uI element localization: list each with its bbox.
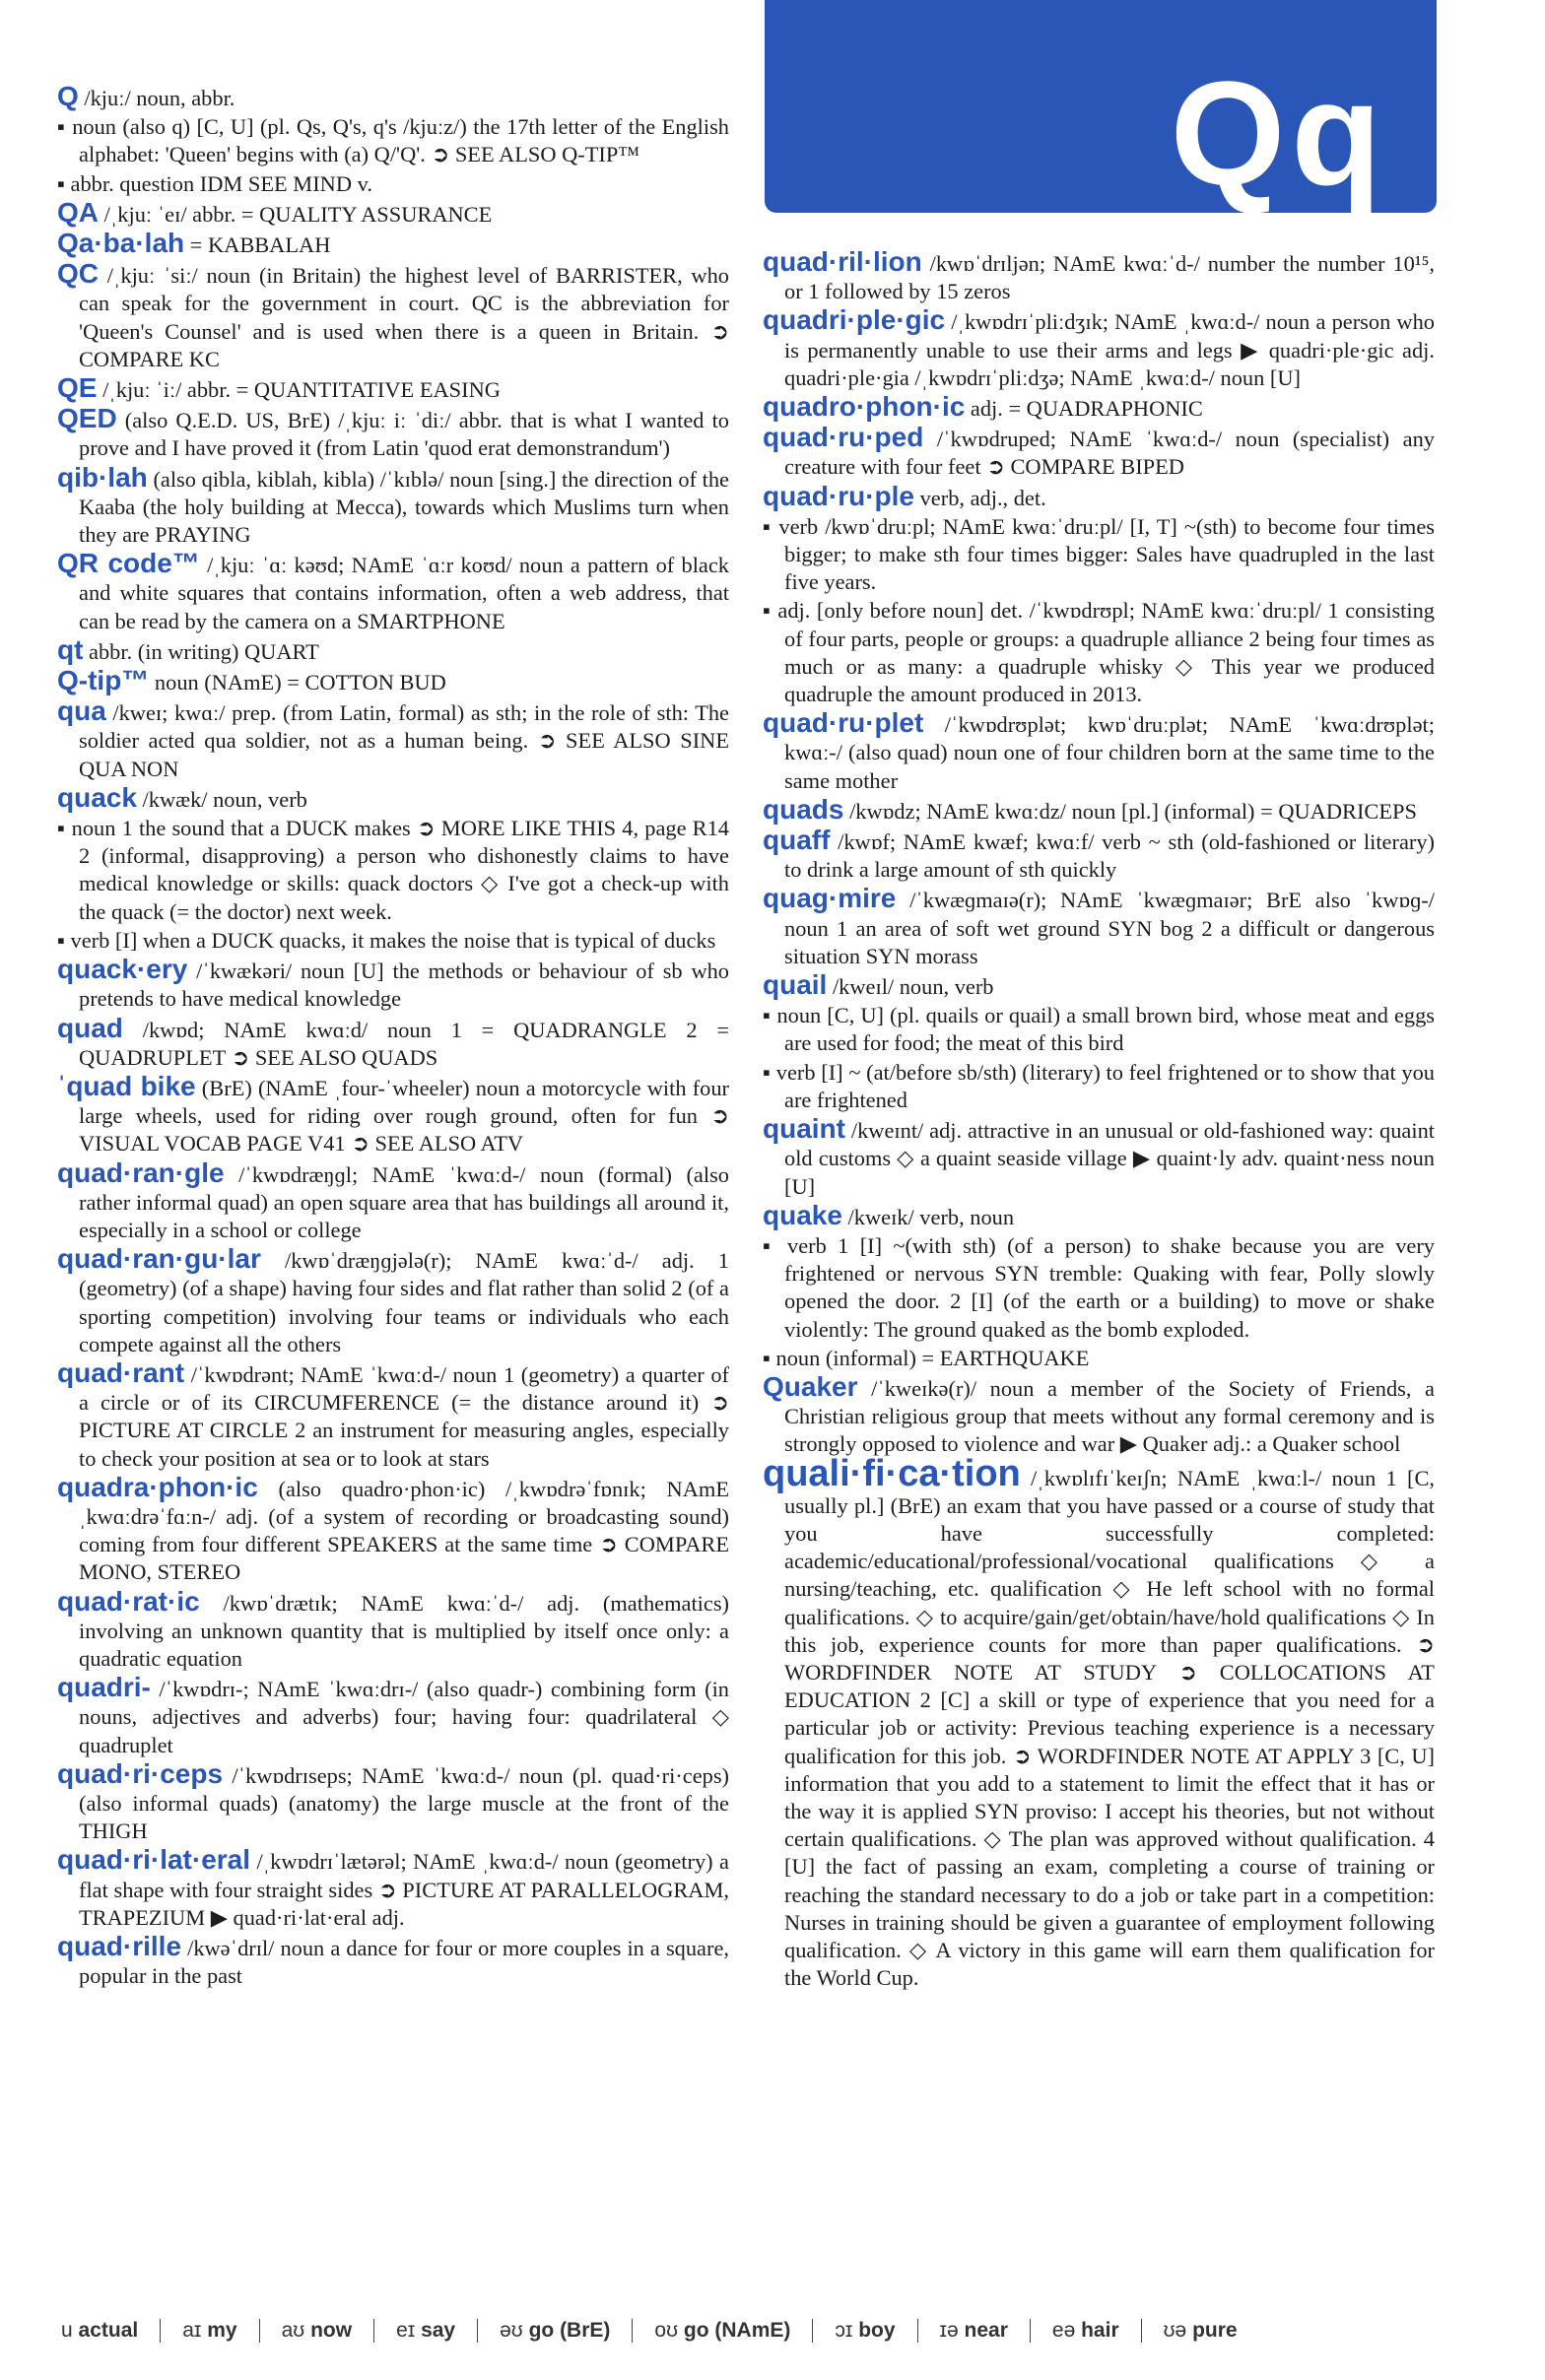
- dictionary-sense: [57, 113, 729, 168]
- entry-definition: /kweɪnt/ adj. attractive in an unusual or old-fashioned way: quaint old customs ◇ a quaint seaside village ▶ quaint·ly adv. quaint·ness noun [U]: [784, 1118, 1435, 1199]
- entry-definition: abbr. (in writing) QUART: [89, 638, 319, 664]
- headword: quad·ru·ped: [763, 422, 924, 453]
- headword: quad·ri·lat·eral: [57, 1844, 251, 1876]
- pronunciation-key-item: [161, 2319, 259, 2343]
- entry-definition: /ˈkwækəri/ noun [U] the methods or behaviour of sb who pretends to have medical knowledge: [79, 959, 730, 1012]
- dictionary-entry: [57, 956, 729, 1013]
- dictionary-sense: [763, 597, 1435, 708]
- example-word: actual: [78, 2319, 139, 2342]
- dictionary-entry: [57, 633, 729, 666]
- entry-definition: /ˌkwɒdrɪˈlætərəl; NAmE ˌkwɑːd-/ noun (geometry) a flat shape with four straight sides ➲ PICTURE AT PARALLELOGRAM, TRAPEZIUM ▶ quad·ri·lat·eral adj.: [79, 1849, 729, 1930]
- headword: quad·ri·ceps: [57, 1757, 224, 1789]
- headword: quad·ran·gu·lar: [57, 1243, 261, 1275]
- entry-definition: ▪ verb 1 [I] ~(with sth) (of a person) to shake because you are very frightened or nervous SYN tremble: Quaking with fear, Polly slowly opened the door. 2 [I] (of the earth or a building) to move or shake violently: The ground quaked as the bomb exploded.: [763, 1232, 1435, 1342]
- dictionary-entry: [57, 260, 729, 373]
- dictionary-entry: [763, 480, 1435, 512]
- dictionary-entry: [57, 1846, 729, 1932]
- entry-definition: /ˌkwɒdrɪˈpliːdʒɪk; NAmE ˌkwɑːd-/ noun a person who is permanently unable to use their arms and legs ▶ quadri·ple·gic adj. quadri·ple·gia /ˌkwɒdrɪˈpliːdʒə; NAmE ˌkwɑːd-/ noun [U]: [784, 309, 1435, 390]
- headword: quaff: [763, 825, 831, 856]
- headword: quads: [763, 793, 844, 825]
- dictionary-entry: [57, 1757, 729, 1846]
- pronunciation-key-item: [478, 2319, 633, 2343]
- headword: quadra·phon·ic: [57, 1471, 258, 1502]
- headword: quag·mire: [763, 883, 897, 914]
- phonetic-symbol: ɔɪ: [835, 2319, 853, 2342]
- dictionary-entry: [763, 971, 1435, 1001]
- dictionary-entry: [763, 306, 1435, 392]
- headword: quad·ru·plet: [763, 707, 924, 739]
- dictionary-entry: [57, 196, 729, 229]
- headword: quadri·ple·gic: [763, 304, 946, 336]
- phonetic-symbol: eɪ: [396, 2319, 416, 2342]
- headword: Qa·ba·lah: [57, 228, 185, 259]
- entry-definition: ▪ verb /kwɒˈdruːpl; NAmE kwɑːˈdruːpl/ [I, T] ~(sth) to become four times bigger; to make sth four times bigger: Sales have quadrupled in the last five years.: [763, 513, 1435, 595]
- dictionary-sense: [763, 1345, 1435, 1372]
- entry-definition: /kweɪl/ noun, verb: [832, 974, 994, 1000]
- dictionary-entry: [57, 461, 729, 550]
- entry-definition: noun (NAmE) = COTTON BUD: [154, 670, 446, 695]
- entry-definition: /kweɪ; kwɑː/ prep. (from Latin, formal) as sth; in the role of sth: The soldier acted qua soldier, not as a human being. ➲ SEE ALSO SINE QUA NON: [79, 700, 729, 781]
- entry-definition: (also Q.E.D. US, BrE) /ˌkjuː iː ˈdiː/ abbr. that is what I wanted to prove and I have proved it (from Latin 'quod erat demonstrandum'): [79, 408, 729, 461]
- dictionary-entry: [57, 1159, 729, 1245]
- example-word: hair: [1081, 2319, 1119, 2342]
- headword: ˈquad bike: [57, 1070, 196, 1101]
- headword: qua: [57, 695, 106, 727]
- headword: quaint: [763, 1113, 845, 1145]
- entry-definition: /kwəˈdrɪl/ noun a dance for four or more couples in a square, popular in the past: [79, 1936, 729, 1989]
- entry-definition: /ˈkwɒdrɪseps; NAmE ˈkwɑːd-/ noun (pl. quad·ri·ceps) (also informal quads) (anatomy) the large muscle at the front of the THIGH: [79, 1762, 729, 1844]
- phonetic-symbol: u: [61, 2319, 73, 2342]
- dictionary-sense: [763, 1059, 1435, 1114]
- entry-definition: verb, adj., det.: [919, 485, 1046, 510]
- pronunciation-key-item: [1031, 2319, 1142, 2343]
- dictionary-entry: [57, 1674, 729, 1759]
- dictionary-entry: [57, 781, 729, 814]
- entry-definition: /kwæk/ noun, verb: [142, 786, 307, 812]
- headword: quad·ru·ple: [763, 480, 914, 511]
- headword: QA: [57, 196, 99, 228]
- entry-definition: /ˈkwɒdrʊplət; kwɒˈdruːplət; NAmE ˈkwɑːdrʊplət; kwɑː-/ (also quad) noun one of four children born at the same time to the same mother: [784, 712, 1435, 793]
- banner-letters: Qq: [1170, 50, 1387, 216]
- dictionary-entry: [57, 1070, 730, 1158]
- headword: quail: [763, 969, 828, 1001]
- dictionary-entry: [57, 230, 729, 259]
- dictionary-entry: [763, 709, 1435, 795]
- example-word: go (NAmE): [683, 2319, 791, 2342]
- dictionary-entry: [763, 1199, 1435, 1231]
- pronunciation-key-item: [813, 2319, 917, 2343]
- entry-definition: ▪ noun [C, U] (pl. quails or quail) a small brown bird, whose meat and eggs are used for food; the meat of this bird: [763, 1003, 1435, 1056]
- headword: quad·ran·gle: [57, 1157, 225, 1188]
- dictionary-entry: [763, 1370, 1435, 1459]
- entry-definition: ▪ adj. [only before noun] det. /ˈkwɒdrʊpl; NAmE kwɑːˈdruːpl/ 1 consisting of four parts, people or groups: a quadruple alliance 2 being four times as much or as many: a quadruple whisky ◇ This year we produced quadruple the amount produced in 2013.: [763, 598, 1435, 707]
- entry-definition: (also quadro·phon·ic) /ˌkwɒdrəˈfɒnɪk; NAmE ˌkwɑːdrəˈfɑːn-/ adj. (of a system of recording or broadcasting sound) coming from four different SPEAKERS at the same time ➲ COMPARE MONO, STEREO: [79, 1476, 729, 1585]
- entry-definition: adj. = QUADRAPHONIC: [970, 396, 1203, 422]
- dictionary-entry: [57, 1245, 729, 1358]
- entry-definition: /kwɒd; NAmE kwɑːd/ noun 1 = QUADRANGLE 2 = QUADRUPLET ➲ SEE ALSO QUADS: [79, 1017, 729, 1070]
- headword: quad·ril·lion: [763, 246, 922, 277]
- dictionary-sense: [763, 1002, 1435, 1057]
- headword: QE: [57, 372, 98, 404]
- entry-definition: /ˈkweɪkə(r)/ noun a member of the Society of Friends, a Christian religious group that meets without any formal ceremony and is strongly opposed to violence and war ▶ Quaker adj.: a Quaker school: [784, 1375, 1435, 1457]
- dictionary-entry: [57, 1356, 729, 1473]
- phonetic-symbol: eə: [1051, 2319, 1076, 2342]
- entry-definition: /kwɒˈdrætɪk; NAmE kwɑːˈd-/ adj. (mathematics) involving an unknown quantity that is multiplied by itself once only: a quadratic equation: [79, 1590, 729, 1671]
- phonetic-symbol: oʊ: [654, 2319, 679, 2342]
- entry-definition: /ˌkjuː ˈeɪ/ abbr. = QUALITY ASSURANCE: [103, 201, 493, 227]
- phonetic-symbol: ɪə: [939, 2319, 959, 2342]
- pronunciation-key-item: [918, 2319, 1031, 2343]
- entry-definition: /kjuː/ noun, abbr.: [84, 86, 235, 110]
- dictionary-entry: [57, 1585, 729, 1674]
- entry-definition: /ˈkwæɡmaɪə(r); NAmE ˈkwæɡmaɪər; BrE also ˈkwɒɡ-/ noun 1 an area of soft wet ground SYN bog 2 a difficult or dangerous situation SYN morass: [784, 888, 1435, 968]
- phonetic-symbol: aɪ: [182, 2319, 202, 2342]
- example-word: my: [207, 2319, 237, 2342]
- dictionary-entry: [763, 1452, 1435, 1993]
- dictionary-entry: [57, 1933, 729, 1990]
- example-word: near: [964, 2319, 1008, 2342]
- dictionary-entry: [57, 1471, 729, 1587]
- dictionary-entry: [763, 393, 1435, 423]
- entry-definition: /kwɒˈdrɪljən; NAmE kwɑːˈd-/ number the number 10¹⁵, or 1 followed by 15 zeros: [784, 251, 1435, 304]
- entry-definition: ▪ verb [I] ~ (at/before sb/sth) (literary) to feel frightened or to show that you are frightened: [763, 1059, 1435, 1112]
- entry-definition: (also qibla, kiblah, kibla) /ˈkɪblə/ noun [sing.] the direction of the Kaaba (the holy building at Mecca), towards which Muslims turn when they are PRAYING: [79, 466, 729, 548]
- headword: QC: [57, 258, 99, 290]
- dictionary-entry: [763, 424, 1435, 481]
- headword: quadro·phon·ic: [763, 391, 966, 423]
- entry-definition: ▪ noun (informal) = EARTHQUAKE: [763, 1345, 1090, 1370]
- entry-definition: /ˈkwɒdrɪ-; NAmE ˈkwɑːdrɪ-/ (also quadr-) combining form (in nouns, adjectives and adverbs) four; having four: quadrilateral ◇ quadruplet: [79, 1677, 729, 1757]
- entry-definition: ▪ noun (also q) [C, U] (pl. Qs, Q's, q's /kjuːz/) the 17th letter of the English alphabet: 'Queen' begins with (a) Q/'Q'. ➲ SEE ALSO Q-TIP™: [57, 114, 729, 167]
- dictionary-entry: [57, 667, 729, 696]
- dictionary-entry: [57, 1012, 729, 1072]
- entry-definition: /ˌkwɒlɪfɪˈkeɪʃn; NAmE ˌkwɑːl-/ noun 1 [C, usually pl.] (BrE) an exam that you have passed or a course of study that you have successfully completed: academic/educational/professional/vocational qualifications ◇ a nursing/teaching, etc. qualification ◇ He left school with no formal qualifications. ◇ to acquire/gain/get/obtain/have/hold qualifications ◇ In this job, experience counts for more than paper qualifications. ➲ WORDFINDER NOTE AT STUDY ➲ COLLOCATIONS AT EDUCATION 2 [C] a skill or type of experience that you need for a particular job or activity: Previous teaching experience is a necessary qualification for this job. ➲ WORDFINDER NOTE AT APPLY 3 [C, U] information that you add to a statement to limit the effect that it has or the way it is applied SYN proviso: I accept his theories, but not without certain qualifications. ◇ The plan was approved without qualification. 4 [U] the fact of passing an exam, completing a course of training or reaching the standard necessary to do a job or take part in a competition: Nurses in training should be given a guarantee of employment following qualification. ◇ A victory in this game will earn them qualification for the World Cup.: [784, 1465, 1435, 1991]
- entry-definition: /kwɒdz; NAmE kwɑːdz/ noun [pl.] (informal) = QUADRICEPS: [849, 798, 1417, 824]
- headword: QED: [57, 403, 117, 434]
- headword: Q-tip™: [57, 665, 150, 696]
- entry-definition: /ˈkwɒdræŋɡl; NAmE ˈkwɑːd-/ noun (formal) (also rather informal quad) an open square area that has buildings all around it, especially in a school or college: [79, 1161, 729, 1242]
- headword: QR code™: [57, 548, 200, 579]
- entry-definition: /ˈkwɒdrənt; NAmE ˈkwɑːd-/ noun 1 (geometry) a quarter of a circle or of its CIRCUMFERENCE (= the distance around it) ➲ PICTURE AT CIRCLE 2 an instrument for measuring angles, especially to check your position at sea or to look at stars: [79, 1361, 729, 1471]
- headword: quadri-: [57, 1672, 151, 1703]
- headword: quack: [57, 781, 137, 813]
- pronunciation-key-item: [374, 2319, 478, 2343]
- entry-definition: (BrE) (NAmE ˌfour-ˈwheeler) noun a motorcycle with four large wheels, used for riding over rough ground, often for fun ➲ VISUAL VOCAB PAGE V41 ➲ SEE ALSO ATV: [79, 1075, 730, 1157]
- example-word: pure: [1192, 2319, 1238, 2342]
- left-column: [57, 83, 729, 1991]
- dictionary-sense: [763, 1232, 1435, 1344]
- example-word: now: [310, 2319, 353, 2342]
- headword: quad·rille: [57, 1931, 182, 1961]
- pronunciation-key-item: [57, 2319, 161, 2343]
- dictionary-sense: [763, 513, 1435, 597]
- pronunciation-key-item: [633, 2319, 813, 2343]
- dictionary-entry: [763, 793, 1435, 826]
- entry-definition: /ˈkwɒdruped; NAmE ˈkwɑːd-/ noun (specialist) any creature with four feet ➲ COMPARE BIPED: [784, 427, 1435, 480]
- entry-definition: ▪ abbr. question IDM SEE MIND v.: [57, 170, 372, 196]
- dictionary-sense: [57, 170, 729, 198]
- headword: quali·fi·ca·tion: [763, 1452, 1021, 1494]
- headword: quake: [763, 1199, 842, 1230]
- headword: Q: [57, 81, 79, 111]
- entry-definition: /kweɪk/ verb, noun: [847, 1204, 1015, 1229]
- dictionary-entry: [57, 405, 729, 462]
- dictionary-entry: [57, 374, 729, 404]
- letter-banner: [765, 0, 1437, 216]
- headword: quad·rant: [57, 1356, 185, 1388]
- headword: qt: [57, 633, 84, 665]
- phonetic-symbol: ʊə: [1163, 2319, 1187, 2342]
- entry-definition: = KABBALAH: [189, 232, 331, 258]
- entry-definition: /kwɒf; NAmE kwæf; kwɑːf/ verb ~ sth (old-fashioned or literary) to drink a large amount of sth quickly: [784, 829, 1435, 883]
- headword: quack·ery: [57, 954, 188, 985]
- dictionary-entry: [763, 1115, 1435, 1201]
- dictionary-entry: [763, 885, 1435, 970]
- example-word: say: [421, 2319, 456, 2342]
- entry-definition: /ˌkjuː ˈsiː/ noun (in Britain) the highest level of BARRISTER, who can speak for the government in court. QC is the abbreviation for 'Queen's Counsel' and is used when there is a queen in Britain. ➲ COMPARE KC: [79, 263, 729, 371]
- headword: Quaker: [763, 1370, 858, 1402]
- headword: qib·lah: [57, 461, 148, 493]
- pronunciation-key-item: [1142, 2319, 1259, 2343]
- dictionary-entry: [763, 826, 1435, 884]
- pronunciation-key-item: [260, 2319, 374, 2343]
- entry-definition: ▪ verb [I] when a DUCK quacks, it makes the noise that is typical of ducks: [57, 927, 716, 953]
- dictionary-entry: [57, 83, 729, 112]
- dictionary-sense: [57, 927, 729, 955]
- dictionary-entry: [57, 550, 729, 635]
- dictionary-entry: [763, 248, 1435, 305]
- entry-definition: ▪ noun 1 the sound that a DUCK makes ➲ MORE LIKE THIS 4, page R14 2 (informal, disapproving) a person who dishonestly claims to have medical knowledge or skills: quack doctors ◇ I've got a check-up with the quack (= the doctor) next week.: [57, 816, 729, 924]
- example-word: boy: [858, 2319, 896, 2342]
- dictionary-entry: [57, 697, 729, 783]
- right-column: [763, 248, 1435, 1993]
- pronunciation-key-footer: [57, 2313, 1437, 2348]
- entry-definition: /ˌkjuː ˈɑː kəʊd; NAmE ˈɑːr koʊd/ noun a pattern of black and white squares that contains information, often a web address, that can be read by the camera on a SMARTPHONE: [79, 553, 729, 633]
- headword: quad: [57, 1012, 123, 1043]
- phonetic-symbol: aʊ: [281, 2319, 305, 2342]
- phonetic-symbol: əʊ: [500, 2319, 523, 2342]
- entry-definition: /kwɒˈdræŋɡjələ(r); NAmE kwɑːˈd-/ adj. 1 (geometry) (of a shape) having four sides and flat rather than solid 2 (of a sporting competition) involving four teams or individuals who each compete against all the others: [79, 1248, 729, 1356]
- example-word: go (BrE): [528, 2319, 611, 2342]
- headword: quad·rat·ic: [57, 1585, 200, 1617]
- dictionary-sense: [57, 815, 729, 926]
- entry-definition: /ˌkjuː ˈiː/ abbr. = QUANTITATIVE EASING: [102, 377, 501, 403]
